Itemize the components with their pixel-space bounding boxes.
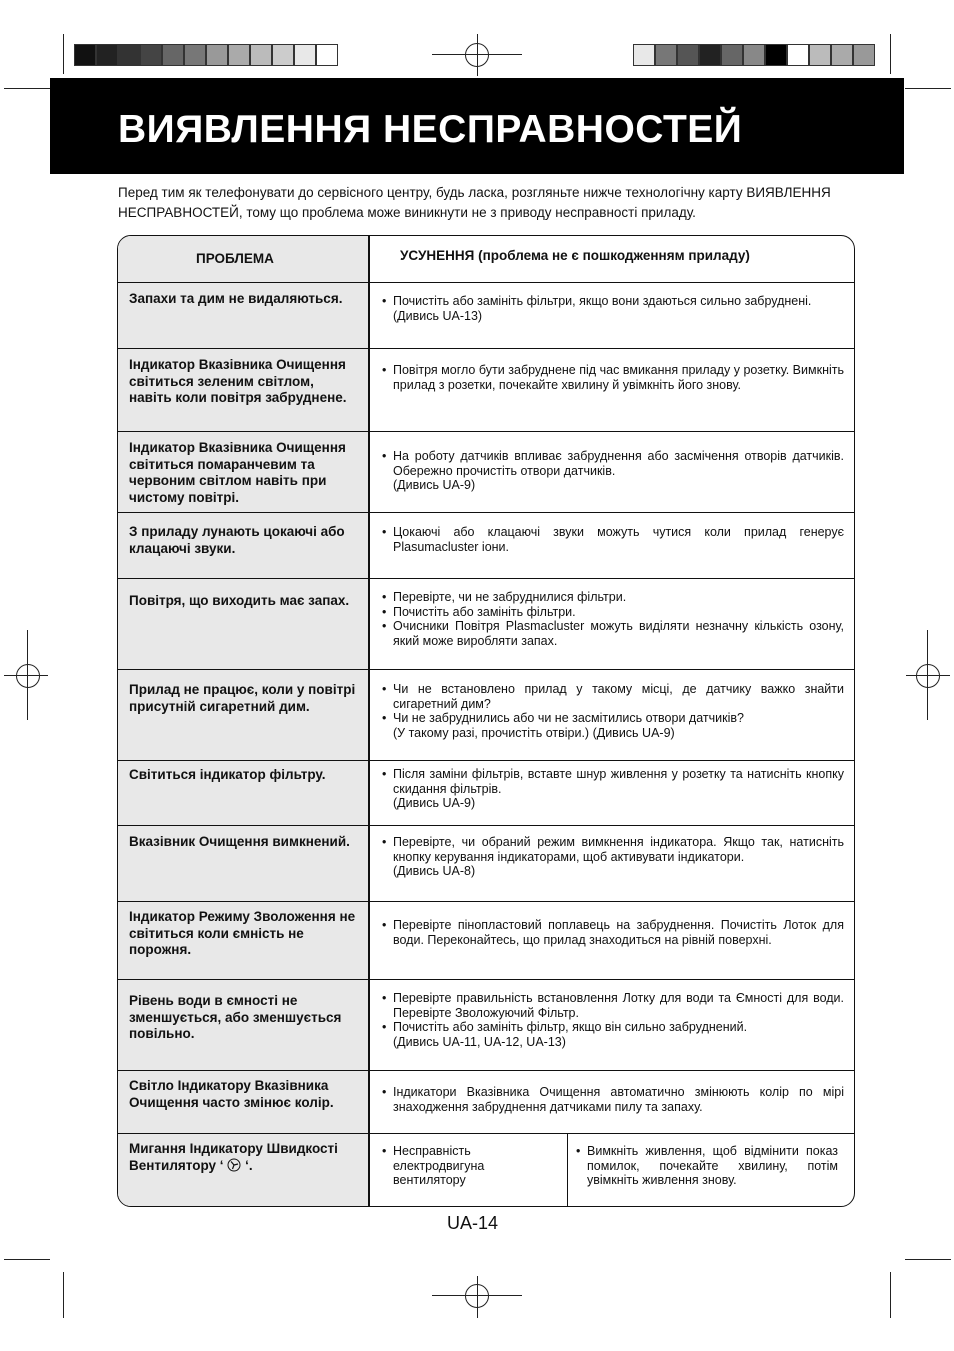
registration-circle [16,664,40,688]
registration-circle [465,1284,489,1308]
page-title: ВИЯВЛЕННЯ НЕСПРАВНОСТЕЙ [118,108,743,151]
problem-text-end: ‘. [245,1157,253,1173]
cause-cell [382,1144,552,1188]
list-item: • Почистіть або замініть фільтр, якщо він сильно забруднений. [382,1020,844,1035]
row-divider [118,760,854,761]
row-divider [118,1133,854,1134]
color-swatch [765,44,787,66]
problem-cell: З приладу лунають цокаючі або клацаючі звуки. [129,524,345,556]
column-divider-last-row [567,1133,568,1207]
troubleshooting-table [117,235,855,1207]
list-item: • Чи не встановлено прилад у такому місці, де датчику важко знайти сигаретний дим? [382,682,844,711]
list-item: • Перевірте правильність встановлення Лотку для води та Ємності для води. Перевірте Зволожуючий Фільтр. [382,991,844,1020]
problem-cell: Світло Індикатору Вказівника Очищення часто змінює колір. [129,1078,334,1110]
solution-cell [382,835,844,879]
crop-mark [4,88,50,89]
problem-cell: Індикатор Вказівника Очищення світиться помаранчевим та червоним світлом навіть при чистому повітрі. [129,440,346,505]
problem-cell-fan-speed [129,1141,359,1174]
registration-circle [465,43,489,67]
column-divider [368,236,370,1206]
solution-cell [382,1085,844,1114]
row-divider [118,1070,854,1071]
intro-paragraph: Перед тим як телефонувати до сервісного центру, будь ласка, розгляньте нижче технологічну карту ВИЯВЛЕННЯ НЕСПРАВНОСТЕЙ, тому що проблема може виникнути не з приводу несправності приладу. [118,185,831,220]
color-swatch [294,44,316,66]
list-item: • Несправність електродвигуна вентилятору [382,1144,552,1188]
color-swatch [787,44,809,66]
solution-cell [382,682,844,740]
color-swatch [853,44,875,66]
remedy-cell [576,1144,838,1188]
list-item: • Почистіть або замініть фільтри. [382,605,844,620]
problem-cell: Повітря, що виходить має запах. [129,593,350,608]
solution-cell [382,918,844,947]
title-banner [50,78,904,174]
list-item: • Чи не забруднились або чи не засмітились отвори датчиків? [382,711,844,726]
color-swatch [699,44,721,66]
registration-circle [916,664,940,688]
color-swatch [228,44,250,66]
row-divider [118,669,854,670]
see-reference: (У такому разі, прочистіть отвіри.) (Дивись UA-9) [393,725,675,740]
color-swatch [677,44,699,66]
solution-cell [382,590,844,648]
crop-mark [890,34,891,74]
color-swatch-strip-left [74,44,338,66]
crop-mark [890,1272,891,1318]
fan-icon [227,1158,241,1172]
list-item: • Перевірте, чи обраний режим вимкнення індикатора. Якщо так, натисніть кнопку керування індикаторами, щоб активувати індикатори. [382,835,844,864]
crop-mark [63,34,64,74]
see-reference: (Дивись UA-11, UA-12, UA-13) [393,1034,566,1049]
color-swatch [250,44,272,66]
see-reference: (Дивись UA-13) [393,308,483,323]
crop-mark [905,88,951,89]
row-divider [118,282,854,283]
color-swatch [272,44,294,66]
problem-cell: Вказівник Очищення вимкнений. [129,834,350,849]
solution-cell [382,767,844,811]
header-problem: ПРОБЛЕМА [196,251,274,266]
list-item: • Перевірте, чи не забруднилися фільтри. [382,590,844,605]
problem-cell: Світиться індикатор фільтру. [129,767,326,782]
see-reference: (Дивись UA-9) [393,478,476,492]
color-swatch [633,44,655,66]
problem-text: Мигання Індикатору Швидкості Вентилятору ‘ [129,1141,338,1173]
color-swatch [316,44,338,66]
solution-cell [382,991,844,1049]
header-solution: УСУНЕННЯ (проблема не є пошкодженням приладу) [400,248,750,263]
color-swatch [118,44,140,66]
color-swatch [184,44,206,66]
list-item: • Після заміни фільтрів, вставте шнур живлення у розетку та натисніть кнопку скидання фільтрів. [382,767,844,796]
color-swatch [206,44,228,66]
color-swatch-strip-right [633,44,875,66]
list-item: • На роботу датчиків впливає забруднення або засмічення отворів датчиків. Обережно прочистіть отвори датчиків. [382,449,844,478]
problem-cell: Рівень води в ємності не зменшується, або зменшується повільно. [129,993,342,1041]
list-item: • Індикатори Вказівника Очищення автоматично змінюють колір по мірі знаходження забруднення датчиками пилу та запаху. [382,1085,844,1114]
list-item: • Очисники Повітря Plasmacluster можуть виділяти незначну кількість озону, який може виробляти запах. [382,619,844,648]
crop-mark [905,1259,951,1260]
row-divider [118,825,854,826]
see-reference: (Дивись UA-8) [393,864,476,878]
list-item: • Вимкніть живлення, щоб відмінити показ помилок, почекайте хвилину, потім увімкніть живлення знову. [576,1144,838,1188]
row-divider [118,901,854,902]
list-item: • Перевірте пінопластовий поплавець на забруднення. Почистіть Лоток для води. Переконайтесь, що прилад знаходиться на рівній поверхні. [382,918,844,947]
row-divider [118,512,854,513]
row-divider [118,348,854,349]
color-swatch [721,44,743,66]
problem-cell: Запахи та дим не видаляються. [129,291,343,306]
list-item: • Цокаючі або клацаючі звуки можуть чутися коли прилад генерує Plasumacluster іони. [382,525,844,554]
row-divider [118,578,854,579]
color-swatch [96,44,118,66]
solution-cell [382,449,844,493]
row-divider [118,979,854,980]
solution-cell [382,294,844,323]
list-item: • Повітря могло бути забруднене під час вмикання приладу у розетку. Вимкніть прилад з розетки, почекайте хвилину й увімкніть його знову. [382,363,844,392]
color-swatch [743,44,765,66]
crop-mark [63,1272,64,1318]
page-number: UA-14 [447,1213,499,1233]
color-swatch [655,44,677,66]
color-swatch [140,44,162,66]
solution-cell [382,525,844,554]
problem-cell: Індикатор Вказівника Очищення світиться зеленим світлом, навіть коли повітря забруднене. [129,357,347,405]
problem-cell: Прилад не працює, коли у повітрі присутній сигаретний дим. [129,682,356,714]
row-divider [118,431,854,432]
list-item: • Почистіть або замініть фільтри, якщо вони здаються сильно забруднені. [382,294,844,309]
crop-mark [4,1259,50,1260]
problem-cell: Індикатор Режиму Зволоження не світиться коли ємність не порожня. [129,909,356,957]
color-swatch [162,44,184,66]
color-swatch [809,44,831,66]
solution-cell [382,363,844,392]
see-reference: (Дивись UA-9) [393,796,476,810]
color-swatch [831,44,853,66]
color-swatch [74,44,96,66]
